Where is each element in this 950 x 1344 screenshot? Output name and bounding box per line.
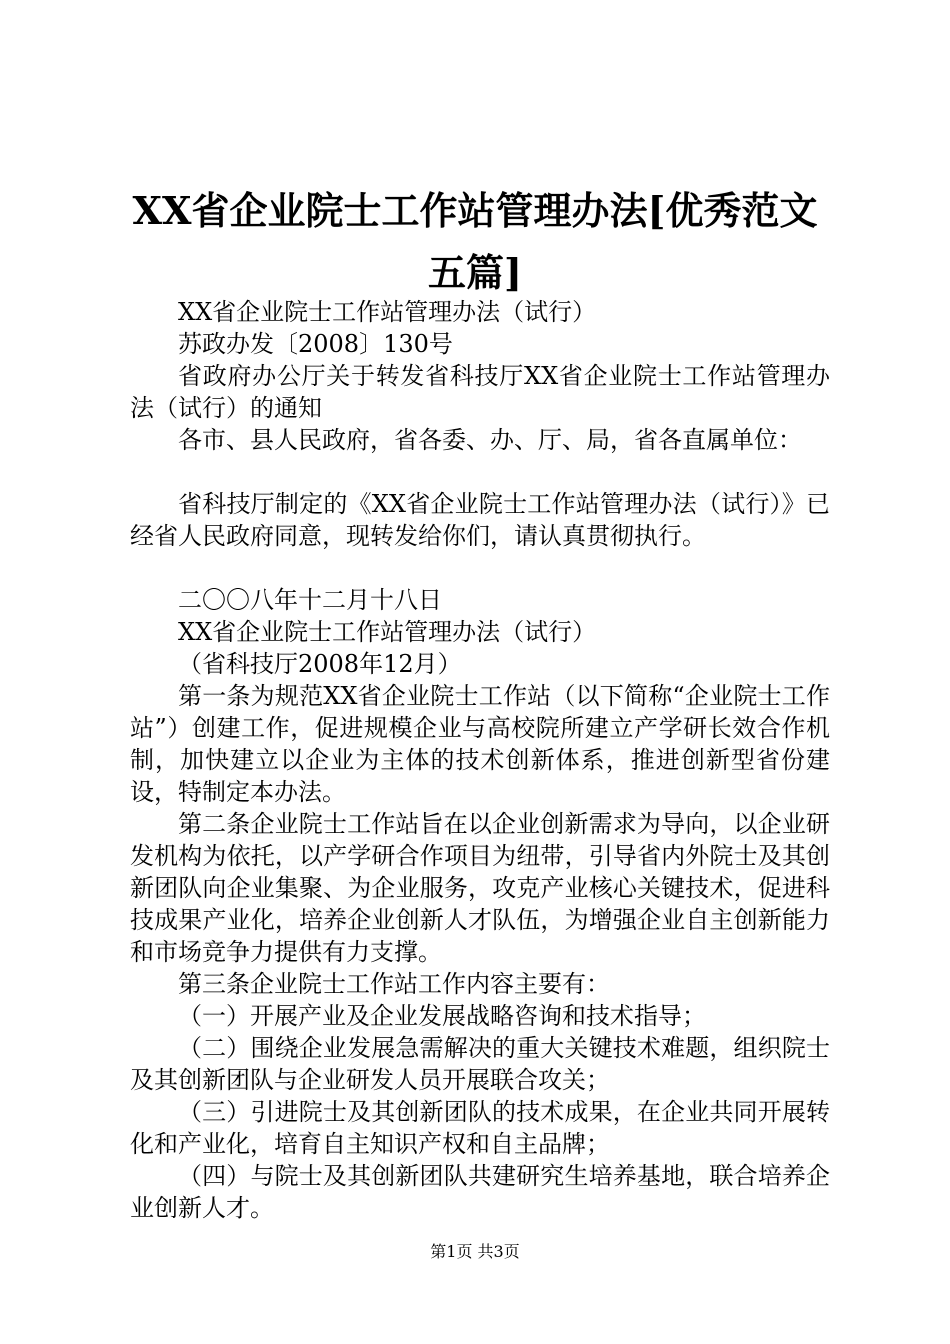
paragraph-item-4: （四）与院士及其创新团队共建研究生培养基地，联合培养企业创新人才。 [130,1162,830,1222]
document-body [130,296,830,1224]
paragraph-issuer: （省科技厅2008年12月） [178,650,462,678]
paragraph-notice-body: 省科技厅制定的《XX省企业院士工作站管理办法（试行）》已经省人民政府同意，现转发给你们，请认真贯彻执行。 [130,490,830,550]
paragraph-item-2: （二）围绕企业发展急需解决的重大关键技术难题，组织院士及其创新团队与企业研发人员开展联合攻关； [130,1034,830,1094]
paragraph-measures-title: XX省企业院士工作站管理办法（试行） [178,618,597,646]
blank-line [130,552,830,584]
paragraph-item-1: （一）开展产业及企业发展战略咨询和技术指导； [178,1002,706,1030]
blank-line [130,456,830,488]
document-title: XX省企业院士工作站管理办法[优秀范文五篇] [132,188,818,295]
paragraph-article-2: 第二条企业院士工作站旨在以企业创新需求为导向，以企业研发机构为依托，以产学研合作项目为纽带，引导省内外院士及其创新团队向企业集聚、为企业服务，攻克产业核心关键技术，促进科技成果产业化，培养企业创新人才队伍，为增强企业自主创新能力和市场竞争力提供有力支撑。 [130,810,830,966]
paragraph-item-3: （三）引进院士及其创新团队的技术成果，在企业共同开展转化和产业化，培育自主知识产权和自主品牌； [130,1098,830,1158]
paragraph-doc-number: 苏政办发〔2008〕130号 [178,330,453,358]
paragraph-recipients: 各市、县人民政府，省各委、办、厅、局，省各直属单位： [178,426,802,454]
paragraph-article-1: 第一条为规范XX省企业院士工作站（以下简称“企业院士工作站”）创建工作，促进规模企业与高校院所建立产学研长效合作机制，加快建立以企业为主体的技术创新体系，推进创新型省份建设，特制定本办法。 [130,682,830,806]
page-footer: 第1页 共3页 [430,1242,520,1261]
paragraph-notice-title: 省政府办公厅关于转发省科技厅XX省企业院士工作站管理办法（试行）的通知 [130,362,830,422]
paragraph-article-3: 第三条企业院士工作站工作内容主要有： [178,970,610,998]
paragraph-date: 二〇〇八年十二月十八日 [178,586,442,614]
paragraph-heading: XX省企业院士工作站管理办法（试行） [178,298,597,326]
